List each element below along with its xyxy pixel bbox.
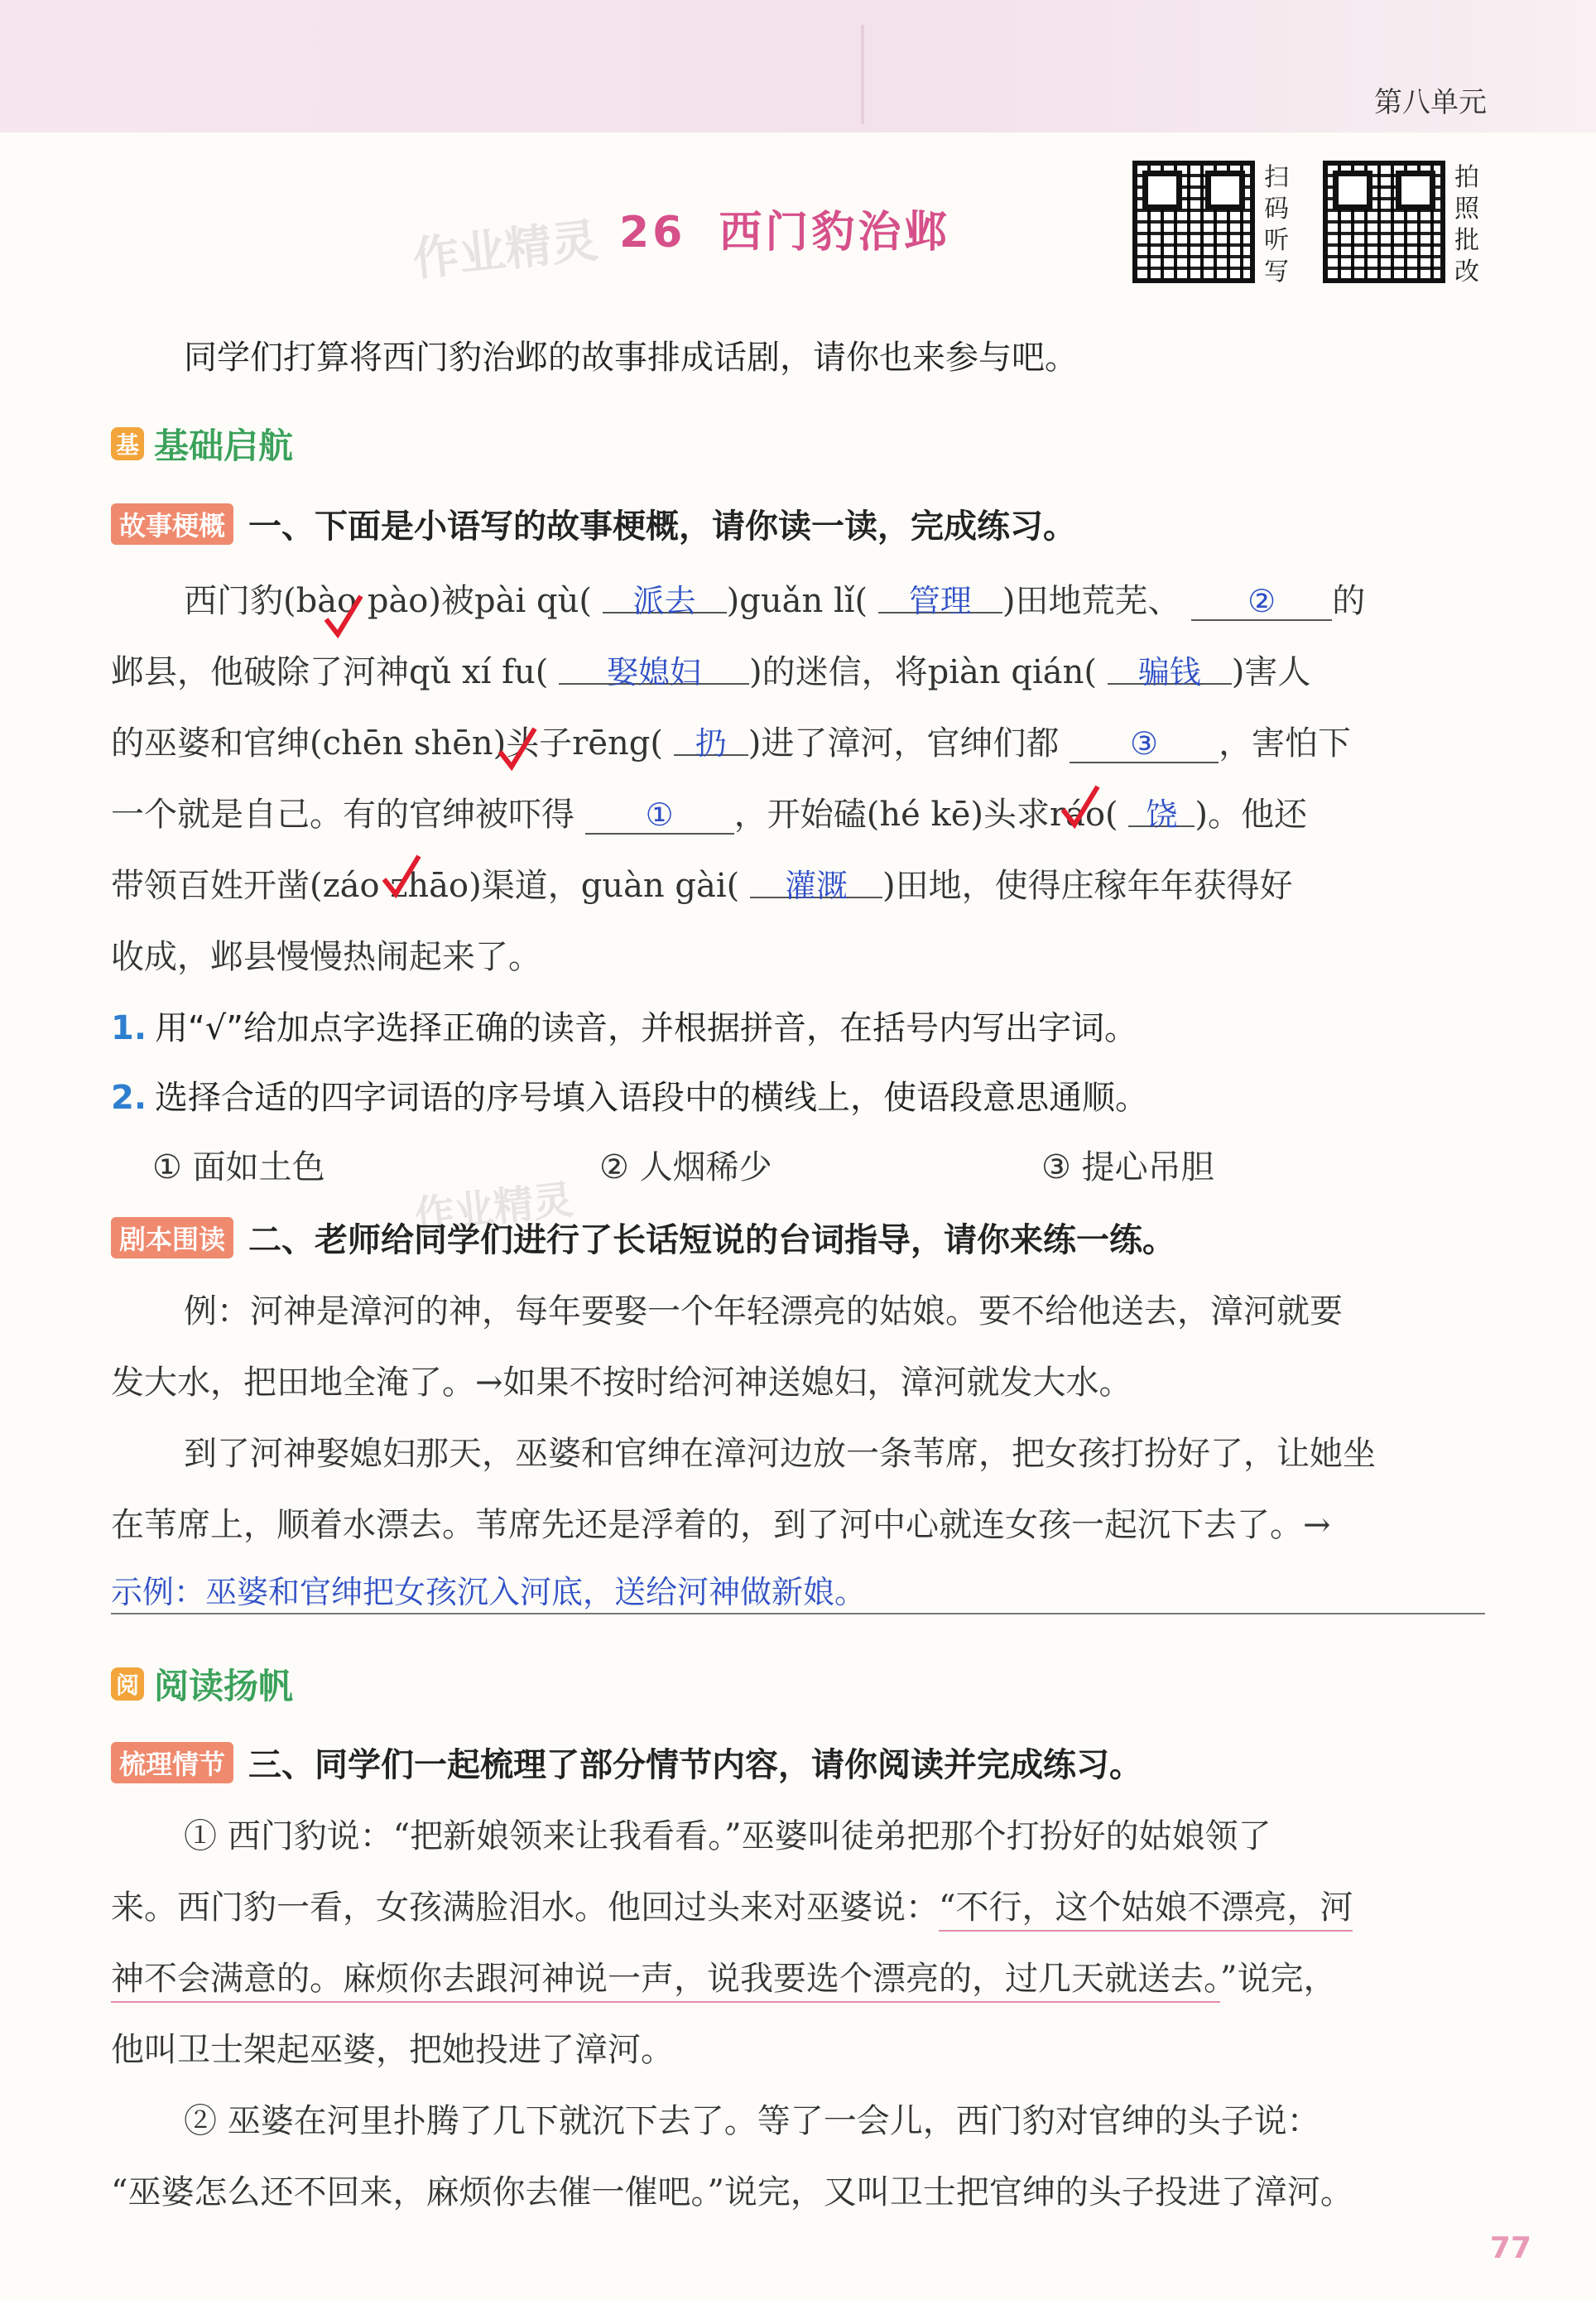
underlined-quote: 神不会满意的。麻烦你去跟河神说一声，说我要选个漂亮的，过几天就送去。 xyxy=(111,1960,1220,2003)
story-line-3: 的巫婆和官绅(chēn shēn)头子rēng( 扔 )进了漳河，官绅们都 ③ ，害怕下 xyxy=(111,717,1351,764)
check-mark-icon xyxy=(1060,783,1101,833)
watermark: 作业精灵 xyxy=(410,214,601,287)
question-2-prompt: 二、老师给同学们进行了长话短说的台词指导，请你来练一练。 xyxy=(248,1221,1176,1259)
tag-plot: 梳理情节 xyxy=(111,1742,233,1783)
story-line-2: 邺县，他破除了河神qǔ xí fu( 娶媳妇 )的迷信，将piàn qián( 骗钱 )害人 xyxy=(111,646,1310,693)
story-line-5: 带领百姓开凿(záo zhāo)渠道，guàn gài( 灌溉 )田地，使得庄稼年年获得好 xyxy=(111,859,1293,907)
answer-paiqu[interactable]: 派去 xyxy=(603,575,727,613)
section-reading-heading xyxy=(111,1659,293,1709)
sail-icon: 阅 xyxy=(111,1667,144,1701)
underlined-quote: “不行，这个姑娘不漂亮，河 xyxy=(939,1889,1353,1932)
example-line-2: 发大水，把田地全淹了。→如果不按时给河神送媳妇，漳河就发大水。 xyxy=(111,1364,1132,1402)
qr-code-listen[interactable] xyxy=(1132,161,1255,283)
qr-label-listen: 扫码听写 xyxy=(1264,163,1289,286)
reading-p1-line-2: 来。西门豹一看，女孩满脸泪水。他回过头来对巫婆说：“不行，这个姑娘不漂亮，河 xyxy=(111,1881,1353,1928)
reading-p2-line-1: ② 巫婆在河里扑腾了几下就沉下去了。等了一会儿，西门豹对官绅的头子说： xyxy=(184,2102,1320,2140)
lesson-title xyxy=(619,197,950,259)
tag-summary: 故事梗概 xyxy=(111,503,233,545)
answer-rao[interactable]: 饶 xyxy=(1128,789,1195,827)
story-line-4: 一个就是自己。有的官绅被吓得 ① ，开始磕(hé kē)头求ráo( 饶 )。他还 xyxy=(111,788,1307,835)
page-number: 77 xyxy=(1489,2231,1531,2265)
question-1-header xyxy=(111,500,1076,547)
section-basics-heading xyxy=(111,419,293,469)
answer-pianqian[interactable]: 骗钱 xyxy=(1108,647,1232,685)
sub-question-2: 2. 选择合适的四字词语的序号填入语段中的横线上，使语段意思通顺。 xyxy=(111,1079,1149,1117)
check-mark-icon xyxy=(497,725,538,775)
tag-script: 剧本围读 xyxy=(111,1217,233,1258)
option-3: ③ 提心吊胆 xyxy=(1041,1148,1214,1186)
reading-p1-line-4: 他叫卫士架起巫婆，把她投进了漳河。 xyxy=(111,2031,674,2069)
reading-p1-line-3: 神不会满意的。麻烦你去跟河神说一声，说我要选个漂亮的，过几天就送去。”说完， xyxy=(111,1952,1336,1999)
answer-quxifu[interactable]: 娶媳妇 xyxy=(559,647,749,685)
intro-text: 同学们打算将西门豹治邺的故事排成话剧，请你也来参与吧。 xyxy=(184,339,1078,377)
example-line-1: 例：河神是漳河的神，每年要娶一个年轻漂亮的姑娘。要不给他送去，漳河就要 xyxy=(184,1292,1343,1330)
answer-summary[interactable]: 示例：巫婆和官绅把女孩沉入河底，送给河神做新娘。 xyxy=(111,1574,867,1610)
unit-label: 第八单元 xyxy=(1374,86,1487,119)
blank-renyan[interactable]: ② xyxy=(1191,583,1332,621)
check-mark-icon xyxy=(381,853,422,902)
answer-guanli[interactable]: 管理 xyxy=(878,575,1002,613)
section-reading-title: 阅读扬帆 xyxy=(154,1666,294,1706)
passage-line-1: 到了河神娶媳妇那天，巫婆和官绅在漳河边放一条苇席，把女孩打扮好了，让她坐 xyxy=(184,1435,1376,1473)
header-band xyxy=(0,0,1596,132)
question-1-prompt: 一、下面是小语写的故事梗概，请你读一读，完成练习。 xyxy=(248,508,1077,546)
option-2: ② 人烟稀少 xyxy=(599,1148,772,1186)
watermark: 作业精灵 xyxy=(412,1176,575,1239)
lesson-name: 西门豹治邺 xyxy=(719,208,951,257)
section-basics-title: 基础启航 xyxy=(154,426,294,466)
sub-question-1: 1. 用“√”给加点字选择正确的读音，并根据拼音，在括号内写出字词。 xyxy=(111,1009,1137,1047)
check-mark-icon xyxy=(323,593,364,642)
question-2-header xyxy=(111,1214,1175,1261)
question-3-header xyxy=(111,1739,1142,1786)
page-fold xyxy=(861,25,864,124)
answer-line xyxy=(111,1613,1485,1614)
question-3-prompt: 三、同学们一起梳理了部分情节内容，请你阅读并完成练习。 xyxy=(248,1746,1143,1784)
reading-p1-line-1: ① 西门豹说：“把新娘领来让我看看。”巫婆叫徒弟把那个打扮好的姑娘领了 xyxy=(184,1817,1272,1855)
blank-mianru[interactable]: ① xyxy=(585,796,734,835)
lesson-number: 26 xyxy=(619,208,686,257)
answer-guangai[interactable]: 灌溉 xyxy=(750,860,882,898)
blank-tixin[interactable]: ③ xyxy=(1070,725,1219,763)
story-line-1: 西门豹(bào pào)被pài qù( 派去 )guǎn lǐ( 管理 )田地荒芜、 ② 的 xyxy=(184,575,1365,622)
option-1: ① 面如土色 xyxy=(152,1148,325,1186)
passage-line-2: 在苇席上，顺着水漂去。苇席先还是浮着的，到了河中心就连女孩一起沉下去了。→ xyxy=(111,1506,1331,1544)
qr-code-grade[interactable] xyxy=(1323,161,1445,283)
word-options xyxy=(152,1141,1278,1191)
answer-reng[interactable]: 扔 xyxy=(674,718,748,756)
anchor-icon: 基 xyxy=(111,427,144,460)
reading-p2-line-2: “巫婆怎么还不回来，麻烦你去催一催吧。”说完，又叫卫士把官绅的头子投进了漳河。 xyxy=(111,2173,1353,2211)
qr-label-grade: 拍照批改 xyxy=(1454,163,1479,286)
story-line-6: 收成，邺县慢慢热闹起来了。 xyxy=(111,938,541,976)
